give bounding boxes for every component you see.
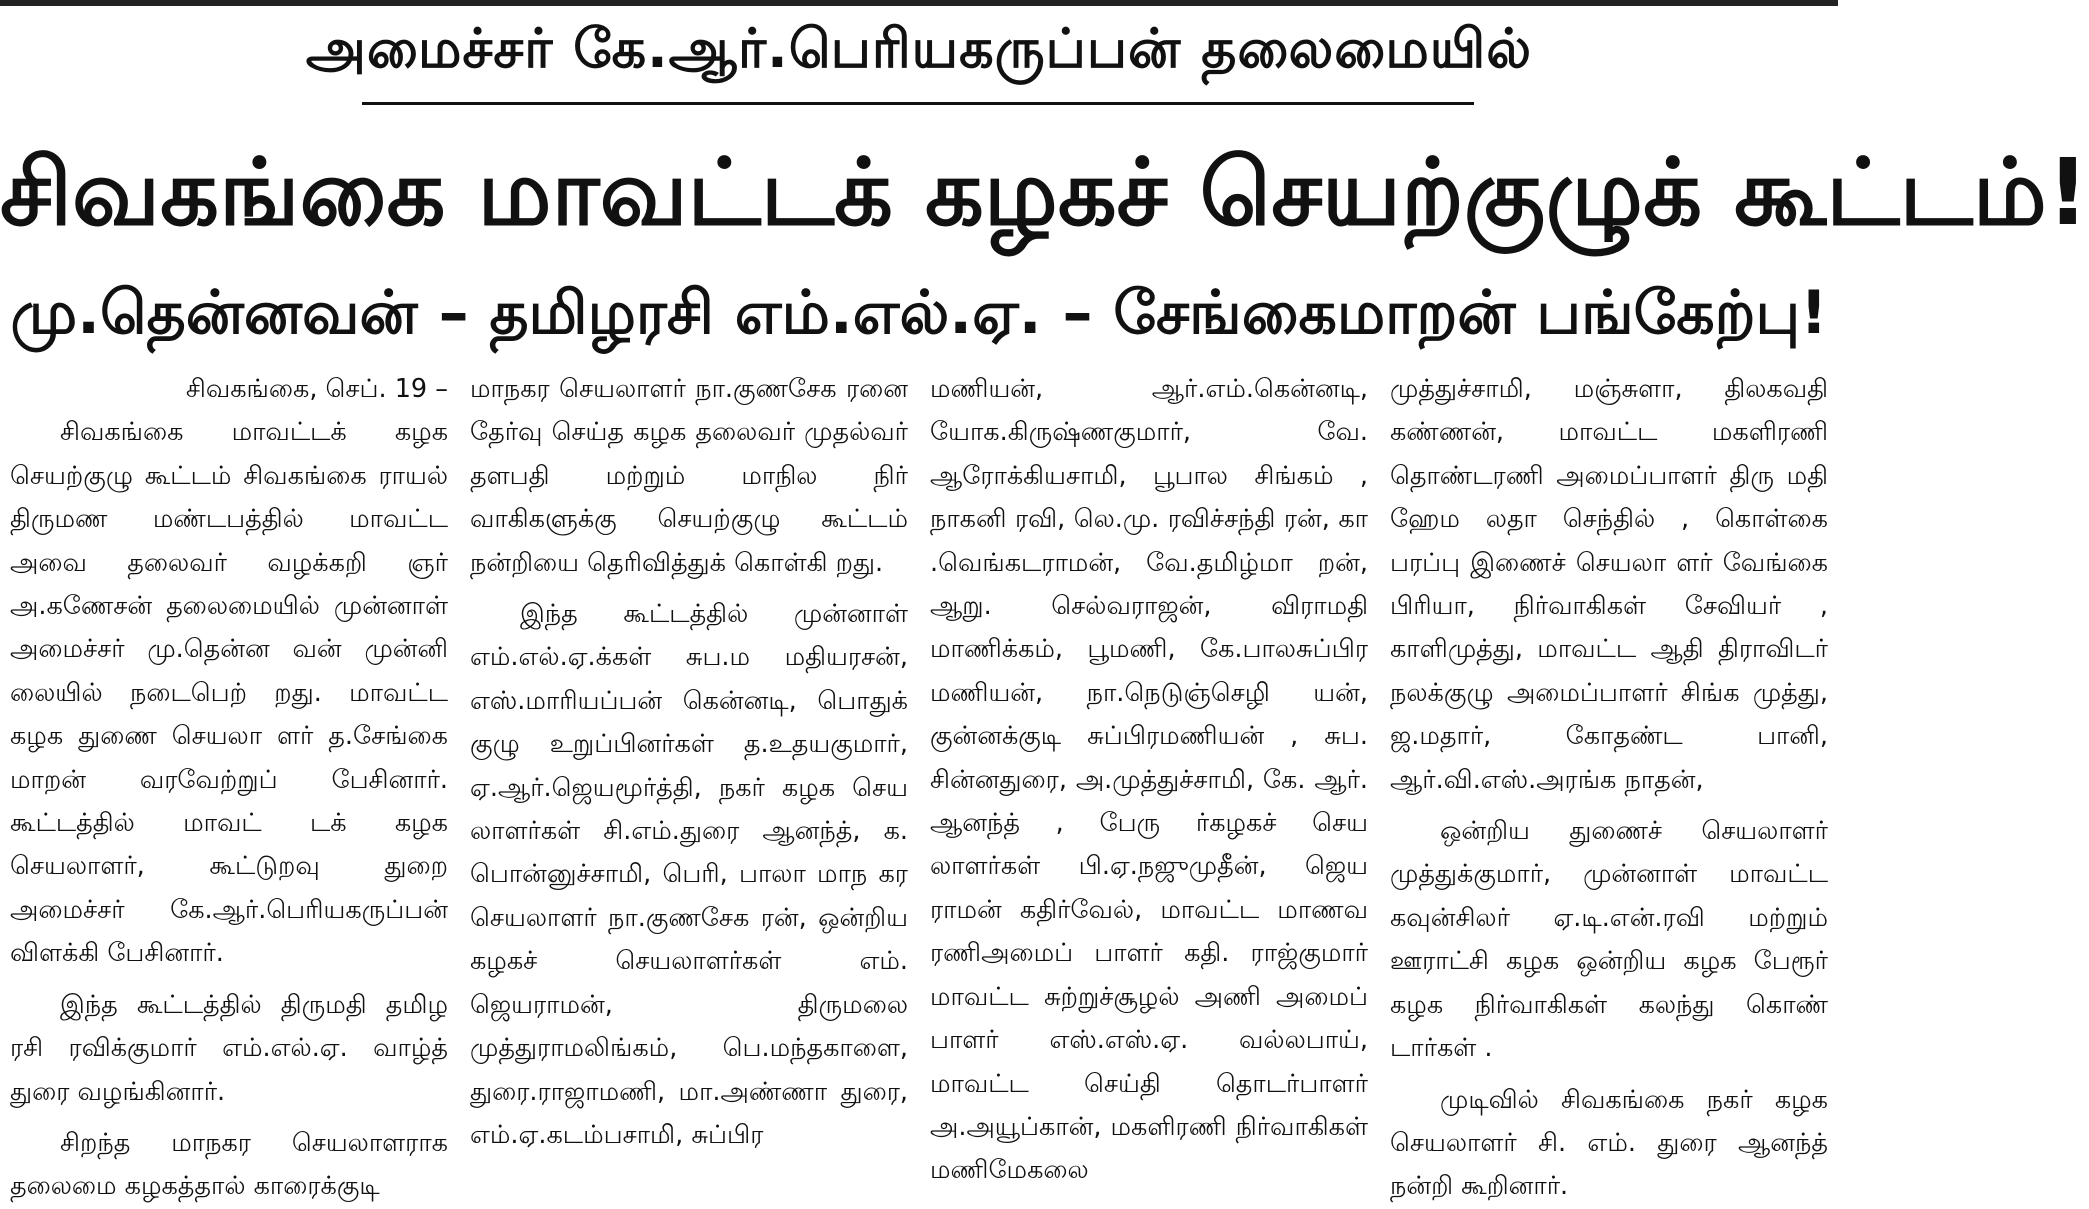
paragraph: இந்த கூட்டத்தில் முன்னாள் எம்.எல்.ஏ.க்கள் சுப.ம மதியரசன், எஸ்.மாரியப்பன் கென்னடி, பொதுக் குழு உறுப்பினர்கள் த.உதயகுமார், ஏ.ஆர்.ஜெயமூர்த்தி, நகர் கழக செய லாளர்கள் சி.எம்.துரை ஆனந்த், க. பொன்னுச்சாமி, பெரி, பாலா மாந கர செயலாளர் நா.குணசேக ரன், ஒன்றிய கழகச் செயலாளர்கள் எம். ஜெயராமன், திருமலை முத்துராமலிங்கம், பெ.மந்தகாளை, துரை.ராஜாமணி, மா.அண்ணா துரை, எம்.ஏ.கடம்பசாமி, சுப்பிர	[470, 599, 908, 1150]
paragraph: மணியன், ஆர்.எம்.கென்னடி, யோக.கிருஷ்ணகுமார், வே. ஆரோக்கியசாமி, பூபால சிங்கம் , நாகனி ரவி, லெ.மு. ரவிச்சந்தி ரன், கா .வெங்கடராமன், வே.தமிழ்மா றன், ஆறு. செல்வராஜன், விராமதி மாணிக்கம், பூமணி, கே.பாலசுப்பிர மணியன், நா.நெடுஞ்செழி யன், குன்னக்குடி சுப்பிரமணியன் , சுப. சின்னதுரை, அ.முத்துச்சாமி, கே. ஆர். ஆனந்த் , பேரு ர்கழகச் செய லாளர்கள் பி.ஏ.நஜுமுதீன், ஜெய ராமன் கதிர்வேல், மாவட்ட மாணவ ரணிஅமைப் பாளர் கதி. ராஜ்குமார் மாவட்ட சுற்றுச்சூழல் அணி அமைப் பாளர் எஸ்.எஸ்.ஏ. வல்லபாய், மாவட்ட செய்தி தொடர்பாளர் அ.அயூப்கான், மகளிரணி நிர்வாகிகள் மணிமேகலை	[930, 374, 1368, 1186]
article-column-4	[1390, 368, 1828, 1202]
paragraph: ஒன்றிய துணைச் செயலாளர் முத்துக்குமார், முன்னாள் மாவட்ட கவுன்சிலர் ஏ.டி.என்.ரவி மற்றும் ஊராட்சி கழக ஒன்றிய கழக பேரூர் கழக நிர்வாகிகள் கலந்து கொண் டார்கள் .	[1390, 816, 1828, 1064]
paragraph: சிவகங்கை மாவட்டக் கழக செயற்குழு கூட்டம் சிவகங்கை ராயல் திருமண மண்டபத்தில் மாவட்ட அவை தலைவர் வழக்கறி ஞர் அ.கணேசன் தலைமையில் முன்னாள் அமைச்சர் மு.தென்ன வன் முன்னி லையில் நடைபெற் றது. மாவட்ட கழக துணை செயலா ளர் த.சேங்கை மாறன் வரவேற்றுப் பேசினார். கூட்டத்தில் மாவட் டக் கழக செயலாளர், கூட்டுறவு துறை அமைச்சர் கே.ஆர்.பெரியகருப்பன் விளக்கி பேசினார்.	[10, 417, 448, 969]
article-column-3	[930, 368, 1368, 1186]
paragraph: இந்த கூட்டத்தில் திருமதி தமிழ ரசி ரவிக்குமார் எம்.எல்.ஏ. வாழ்த் துரை வழங்கினார்.	[10, 989, 448, 1107]
top-rule	[0, 0, 1838, 6]
dateline: சிவகங்கை, செப். 19 –	[185, 374, 448, 404]
sub-headline: மு.தென்னவன் – தமிழரசி எம்.எல்.ஏ. – சேங்கைமாறன் பங்கேற்பு!	[10, 278, 1828, 348]
paragraph: சிறந்த மாநகர செயலாளராக தலைமை கழகத்தால் காரைக்குடி	[10, 1127, 448, 1202]
paragraph: மாநகர செயலாளர் நா.குணசேக ரனை தேர்வு செய்த கழக தலைவர் முதல்வர் தளபதி மற்றும் மாநில நிர் வாகிகளுக்கு செயற்குழு கூட்டம் நன்றியை தெரிவித்துக் கொள்கி றது.	[470, 374, 908, 578]
article-column-2	[470, 368, 908, 1182]
main-headline: சிவகங்கை மாவட்டக் கழகச் செயற்குழுக் கூட்டம்!	[0, 139, 2089, 246]
article-column-1	[10, 368, 448, 1202]
kicker-underline	[362, 102, 1474, 105]
paragraph: முடிவில் சிவகங்கை நகர் கழக செயலாளர் சி. எம். துரை ஆனந்த் நன்றி கூறினார்.	[1390, 1084, 1828, 1202]
kicker-heading: அமைச்சர் கே.ஆர்.பெரியகருப்பன் தலைமையில்	[305, 17, 1533, 80]
paragraph: முத்துச்சாமி, மஞ்சுளா, திலகவதி கண்ணன், மாவட்ட மகளிரணி தொண்டரணி அமைப்பாளர் திரு மதி ஹேம லதா செந்தில் , கொள்கை பரப்பு இணைச் செயலா ளர் வேங்கை பிரியா, நிர்வாகிகள் சேவியர் , காளிமுத்து, மாவட்ட ஆதி திராவிடர் நலக்குழு அமைப்பாளர் சிங்க முத்து, ஜ.மதார், கோதண்ட பானி, ஆர்.வி.எஸ்.அரங்க நாதன்,	[1390, 374, 1828, 795]
article-columns	[10, 368, 1828, 1202]
